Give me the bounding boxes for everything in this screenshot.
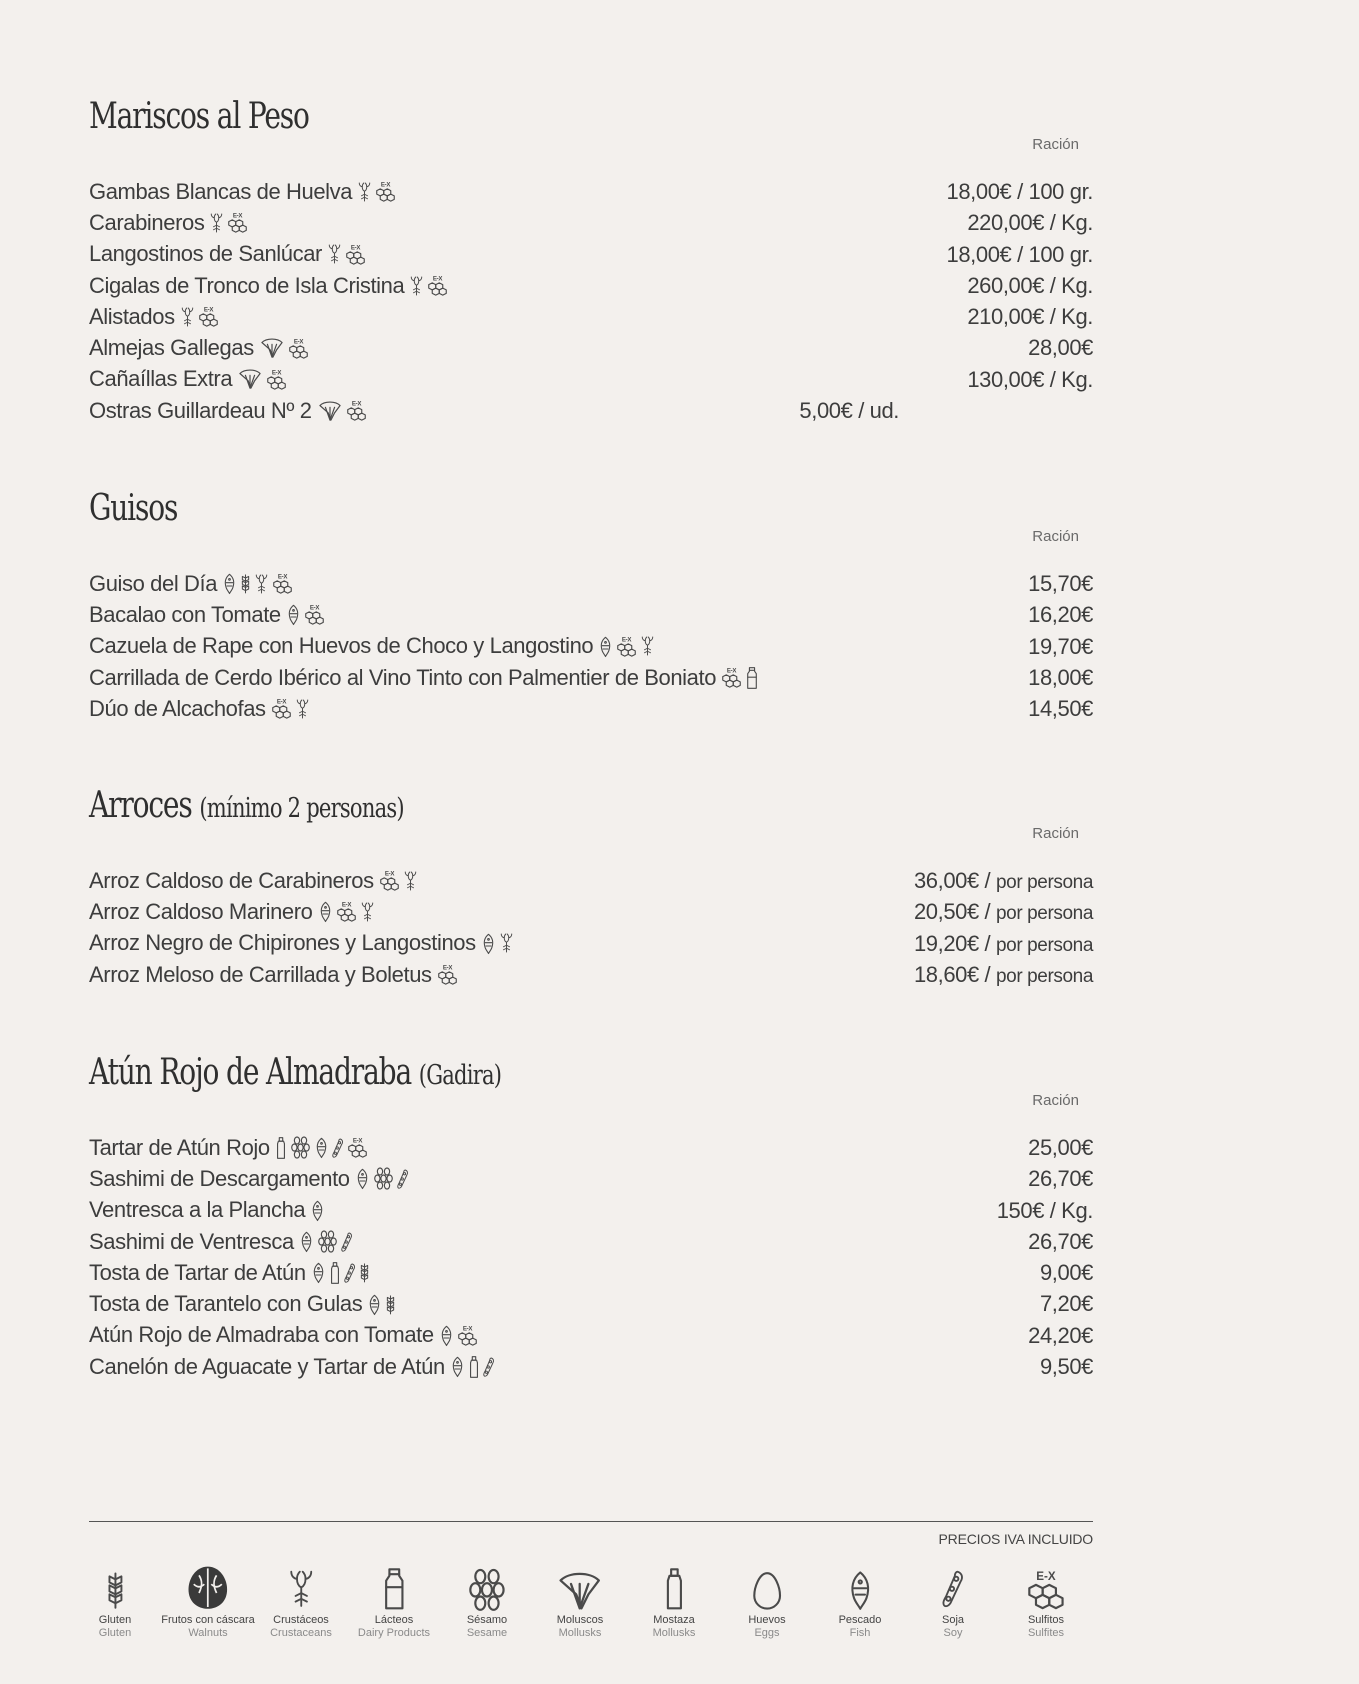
legend-label-en: Sulfites [1027,1627,1065,1639]
price-value: 20,50€ / [913,899,991,925]
item-list [89,865,1093,990]
legend-label: Frutos con cáscara [161,1614,255,1626]
crustacean-icon [295,697,310,721]
fish-icon [310,1199,325,1222]
item-name: Langostinos de Sanlúcar [89,241,322,267]
sulfites-icon [288,337,309,360]
crustacean-icon [499,931,514,955]
sulfites-icon [457,1324,478,1347]
crustacean-icon [403,869,418,893]
svg-text:E-X: E-X [350,243,361,251]
price-value: 19,70€ [1028,633,1093,659]
allergen-icons [259,337,309,360]
sesame-icon [290,1136,311,1159]
mollusk-icon [259,337,285,359]
legend-label: Gluten [98,1614,132,1626]
menu-item [89,568,1093,599]
svg-text:E-X: E-X [1036,1570,1056,1584]
legend-label-en: Dairy Products [357,1627,431,1639]
sesame-icon [373,1167,394,1190]
menu-item [89,1351,1093,1382]
price-value: 15,70€ [1028,571,1093,596]
item-name: Carabineros [89,209,205,235]
gluten-icon [240,572,251,595]
sesame-icon [317,1230,338,1253]
legend-label: Crustáceos [273,1614,329,1626]
item-name: Cazuela de Rape con Huevos de Choco y Langostino [89,633,594,659]
section-title: Mariscos al Peso [89,96,309,137]
menu-item [89,395,1093,426]
section-mariscos [89,95,1093,424]
portion-label: Ración [1032,1092,1079,1109]
fish-icon [367,1293,382,1316]
fish-icon [846,1568,875,1612]
price-value: 9,00€ [1039,1260,1093,1286]
allergen-icons [437,963,458,986]
legend-label-en: Fish [849,1627,871,1639]
item-price [799,395,899,426]
allergen-legend [89,1560,1093,1660]
item-name: Ostras Guillardeau Nº 2 [89,397,312,423]
section-subtitle: (mínimo 2 personas) [199,793,404,824]
item-name: Tosta de Tarantelo con Gulas [89,1291,363,1317]
legend-item [253,1560,349,1640]
allergen-icons [286,603,325,626]
section-arroces [89,784,1093,987]
legend-item [719,1560,815,1640]
fish-icon [450,1355,465,1378]
item-price [1028,568,1093,599]
menu-item [89,1320,1093,1351]
mollusk-icon [555,1570,604,1612]
price-value: 5,00€ / ud. [799,398,899,424]
mollusk-icon [317,400,343,422]
price-value: 260,00€ / Kg. [967,272,1093,298]
item-price [1028,693,1093,724]
allergen-icons [222,572,293,596]
crustacean-icon [287,1566,316,1612]
legend-label: Huevos [748,1614,786,1626]
legend-item [532,1560,628,1640]
section-title: Arroces (mínimo 2 personas) [89,785,404,826]
svg-text:E-X: E-X [309,604,319,612]
item-price [997,1195,1093,1226]
svg-text:E-X: E-X [622,635,632,643]
svg-text:E-X: E-X [293,337,303,345]
item-list [89,1132,1093,1382]
crustacean-icon [357,180,372,204]
crustacean-icon [180,305,195,329]
fish-icon [311,1261,326,1284]
legend-label-en: Eggs [754,1627,780,1639]
allergen-icons [275,1136,368,1160]
legend-item [905,1560,1001,1640]
price-value: 28,00€ [1028,335,1093,361]
menu-item [89,1226,1093,1257]
soy-icon [341,1230,353,1254]
legend-label-en: Mollusks [558,1627,602,1639]
sesame-icon [467,1568,507,1612]
crustacean-icon [327,242,342,266]
allergen-icons [271,697,310,721]
item-price [1028,599,1093,630]
item-name: Sashimi de Ventresca [89,1228,294,1254]
price-value: 150€ / Kg. [996,1197,1093,1223]
legend-label: Moluscos [556,1614,604,1626]
gluten-icon [359,1261,370,1284]
item-price [967,301,1093,332]
legend-item [812,1560,908,1640]
sulfites-icon [616,635,637,658]
allergen-icons [481,931,514,955]
item-price [1028,332,1093,363]
menu-item [89,1257,1093,1288]
item-name: Bacalao con Tomate [89,601,281,627]
item-name: Carrillada de Cerdo Ibérico al Vino Tinto con Palmentier de Boniato [89,664,717,690]
menu-item [89,301,1093,332]
soy-icon [344,1261,356,1285]
svg-text:E-X: E-X [341,901,351,909]
menu-item [89,270,1093,301]
crustacean-icon [360,900,375,924]
legend-item [160,1560,256,1640]
footer-divider [89,1521,1093,1522]
allergen-icons [409,274,448,298]
sulfites-icon [336,900,357,923]
mustard-icon [275,1136,287,1160]
svg-text:E-X: E-X [352,1137,362,1145]
item-price [1028,1320,1093,1351]
sulfites-icon [345,243,366,266]
section-title: Atún Rojo de Almadraba (Gadira) [89,1052,502,1093]
allergen-icons [318,900,375,924]
item-price [946,176,1093,207]
fish-icon [222,572,237,595]
price-value: 19,20€ / [913,930,991,956]
price-value: 7,20€ [1039,1291,1093,1317]
menu-item [89,1132,1093,1163]
item-name: Gambas Blancas de Huelva [89,178,353,204]
section-subtitle: (Gadira) [418,1060,502,1091]
crustacean-icon [640,634,655,658]
price-value: 36,00€ / [913,868,991,893]
price-value: 18,00€ [1028,664,1093,690]
menu-item [89,599,1093,630]
price-unit: por persona [995,934,1093,956]
sulfites-icon [271,697,292,720]
legend-label-en: Mollusks [652,1627,696,1639]
fish-icon [481,932,496,955]
legend-label: Pescado [838,1614,882,1626]
mustard-icon [329,1261,341,1285]
legend-item [626,1560,722,1640]
price-unit: por persona [995,903,1093,925]
sulfites-icon [272,572,293,595]
item-list [89,176,1093,426]
item-price [1028,1132,1093,1163]
egg-icon [751,1570,783,1612]
item-name: Tosta de Tartar de Atún [89,1259,306,1285]
item-price [1028,631,1093,662]
price-unit: por persona [995,872,1093,893]
legend-label: Sésamo [466,1614,508,1626]
sulfites-icon [437,963,458,986]
sulfites-icon [346,399,367,422]
sulfites-icon [379,869,400,892]
soy-icon [942,1566,965,1612]
item-name: Arroz Meloso de Carrillada y Boletus [89,961,432,987]
fish-icon [299,1230,314,1253]
price-value: 24,20€ [1028,1322,1093,1348]
fish-icon [355,1167,370,1190]
soy-icon [332,1136,344,1160]
allergen-icons [209,211,248,235]
svg-text:E-X: E-X [442,964,452,972]
item-price [914,896,1093,929]
item-name: Ventresca a la Plancha [89,1197,306,1223]
vat-note: PRECIOS IVA INCLUIDO [938,1531,1093,1547]
svg-text:E-X: E-X [384,870,394,878]
mustard-icon [663,1566,686,1612]
sulfites-icon [375,180,396,203]
mustard-icon [468,1355,480,1379]
allergen-icons [311,1261,370,1285]
item-price [1028,1163,1093,1194]
item-name: Almejas Gallegas [89,335,254,361]
svg-text:E-X: E-X [381,181,391,189]
mollusk-icon [237,368,263,390]
item-price [914,959,1093,992]
sulfites-icon [721,666,742,689]
price-value: 18,00€ / 100 gr. [946,241,1093,267]
crustacean-icon [254,572,269,596]
soy-icon [483,1355,495,1379]
price-value: 25,00€ [1028,1135,1093,1160]
menu-item [89,1195,1093,1226]
menu-item [89,364,1093,395]
item-name: Tartar de Atún Rojo [89,1134,270,1160]
legend-label-en: Gluten [98,1627,132,1639]
sulfites-icon [304,603,325,626]
item-name: Guiso del Día [89,570,218,596]
fish-icon [318,900,333,923]
price-value: 18,00€ / 100 gr. [946,179,1093,204]
item-name: Arroz Caldoso de Carabineros [89,867,374,893]
sulfites-icon [347,1136,368,1159]
item-price [914,928,1093,961]
item-name: Canelón de Aguacate y Tartar de Atún [89,1353,445,1379]
price-value: 26,70€ [1028,1228,1093,1254]
gluten-icon [385,1293,396,1316]
allergen-icons [379,869,418,893]
portion-label: Ración [1032,136,1079,153]
svg-text:E-X: E-X [726,667,737,675]
item-price [967,207,1093,238]
allergen-icons [327,242,366,266]
allergen-icons [439,1324,478,1347]
svg-text:E-X: E-X [233,212,243,220]
svg-text:E-X: E-X [462,1325,472,1333]
price-value: 18,60€ / [913,961,991,987]
section-title: Guisos [89,488,178,529]
legend-label: Lácteos [374,1614,414,1626]
svg-text:E-X: E-X [203,306,213,314]
fish-icon [598,635,613,658]
svg-text:E-X: E-X [278,573,288,581]
menu-item [89,207,1093,238]
item-price [946,239,1093,270]
menu-item [89,693,1093,724]
fish-icon [439,1324,454,1347]
menu-item [89,239,1093,270]
price-value: 26,70€ [1028,1166,1093,1192]
menu-item [89,662,1093,693]
allergen-icons [367,1293,396,1316]
price-value: 9,50€ [1039,1354,1093,1380]
item-price [1028,662,1093,693]
dairy-icon [381,1566,408,1612]
legend-item [67,1560,163,1640]
item-name: Atún Rojo de Almadraba con Tomate [89,1322,434,1348]
gluten-icon [105,1568,126,1612]
item-list [89,568,1093,724]
legend-item [439,1560,535,1640]
menu-item [89,959,1093,990]
svg-text:E-X: E-X [276,698,286,706]
legend-label-en: Crustaceans [270,1627,332,1639]
portion-label: Ración [1032,825,1079,842]
menu-item [89,1163,1093,1194]
item-price [967,364,1093,395]
menu-item [89,176,1093,207]
sulfites-icon [1026,1568,1066,1612]
legend-label-en: Walnuts [188,1627,228,1639]
item-price [1028,1226,1093,1257]
menu-item [89,1288,1093,1319]
legend-item [998,1560,1094,1640]
svg-text:E-X: E-X [351,400,361,408]
legend-label-en: Sesame [466,1627,508,1639]
item-price [1040,1351,1093,1382]
item-name: Dúo de Alcachofas [89,695,266,721]
item-name: Cigalas de Tronco de Isla Cristina [89,272,405,298]
price-value: 14,50€ [1028,696,1093,722]
menu-item [89,332,1093,363]
item-name: Cañaíllas Extra [89,366,233,392]
allergen-icons [355,1167,409,1191]
menu-item [89,896,1093,927]
portion-label: Ración [1032,528,1079,545]
menu-item [89,928,1093,959]
legend-item [346,1560,442,1640]
menu-item [89,865,1093,896]
allergen-icons [180,305,219,329]
item-price [967,270,1093,301]
fish-icon [286,603,301,626]
section-atun [89,1051,1093,1380]
dairy-icon [745,666,759,690]
sulfites-icon [198,305,219,328]
sulfites-icon [227,211,248,234]
nuts-icon [185,1563,231,1612]
allergen-icons [598,634,655,658]
legend-label: Soja [941,1614,965,1626]
price-unit: por persona [995,965,1093,987]
crustacean-icon [209,211,224,235]
allergen-icons [450,1355,495,1379]
price-value: 210,00€ / Kg. [967,304,1093,330]
item-price [1040,1288,1093,1319]
allergen-icons [317,399,367,422]
price-value: 130,00€ / Kg. [967,366,1093,392]
item-name: Arroz Caldoso Marinero [89,898,313,924]
item-price [1040,1257,1093,1288]
menu-item [89,631,1093,662]
crustacean-icon [409,274,424,298]
allergen-icons [299,1230,353,1254]
allergen-icons [357,180,396,204]
item-price [914,865,1093,898]
legend-label: Mostaza [653,1614,695,1626]
sulfites-icon [266,368,287,391]
sulfites-icon [427,274,448,297]
item-name: Sashimi de Descargamento [89,1165,350,1191]
allergen-icons [237,368,287,391]
item-name: Alistados [89,303,175,329]
soy-icon [397,1167,409,1191]
svg-text:E-X: E-X [433,275,443,283]
fish-icon [314,1136,329,1159]
legend-label: Sulfitos [1027,1614,1065,1626]
legend-label-en: Soy [943,1627,963,1639]
allergen-icons [310,1199,325,1222]
price-value: 220,00€ / Kg. [967,210,1093,236]
allergen-icons [721,666,759,690]
price-value: 16,20€ [1028,602,1093,628]
item-name: Arroz Negro de Chipirones y Langostinos [89,930,476,956]
section-guisos [89,487,1093,722]
svg-text:E-X: E-X [272,369,282,377]
